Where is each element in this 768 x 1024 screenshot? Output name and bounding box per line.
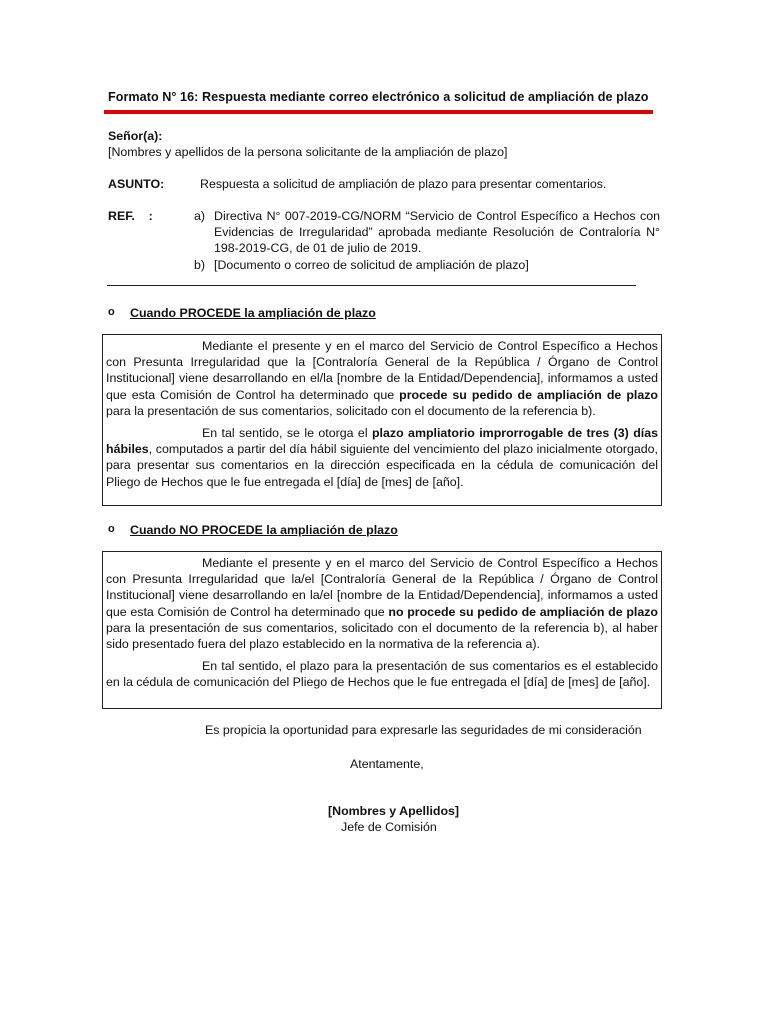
procede-box bbox=[102, 334, 662, 506]
signature-name: [Nombres y Apellidos] bbox=[328, 804, 460, 818]
recipient-placeholder: [Nombres y apellidos de la persona solicitante de la ampliación de plazo] bbox=[108, 145, 508, 159]
procede-emphasis: procede su pedido de ampliación de plazo bbox=[399, 387, 658, 402]
procede-paragraph-2: En tal sentido, se le otorga el plazo ampliatorio improrrogable de tres (3) días hábiles, computados a partir del día hábil siguiente del vencimiento del plazo inicialmente otorgado, para presentar sus comentarios en la dirección especificada en la cédula de comunicación del Pliego de Hechos que le fue entregada el [día] de [mes] de [año]. bbox=[106, 426, 658, 489]
no-procede-box bbox=[102, 551, 662, 709]
asunto-text: Respuesta a solicitud de ampliación de plazo para presentar comentarios. bbox=[200, 177, 607, 191]
procede-term-emphasis: plazo ampliatorio improrrogable de tres (3) días hábiles bbox=[106, 426, 658, 457]
ref-item-b-marker: b) bbox=[194, 258, 206, 272]
no-procede-emphasis: no procede su pedido de ampliación de plazo bbox=[388, 604, 658, 619]
no-procede-heading: Cuando NO PROCEDE la ampliación de plazo bbox=[130, 523, 398, 537]
closing-line: Es propicia la oportunidad para expresarle las seguridades de mi consideración bbox=[205, 723, 642, 737]
bullet-icon: o bbox=[108, 523, 115, 535]
ref-item-b-text: [Documento o correo de solicitud de ampliación de plazo] bbox=[214, 258, 529, 272]
procede-heading: Cuando PROCEDE la ampliación de plazo bbox=[130, 306, 376, 320]
ref-item-a-text: Directiva N° 007-2019-CG/NORM “Servicio de Control Específico a Hechos con Evidencias de Irregularidad” aprobada mediante Resolución de Contraloría N° 198-2019-CG, de 01 de julio de 2019. bbox=[214, 209, 660, 255]
ref-item-a-marker: a) bbox=[194, 209, 206, 223]
asunto-label: ASUNTO: bbox=[108, 177, 165, 191]
section-divider bbox=[107, 285, 636, 286]
title-underline-bar bbox=[104, 110, 653, 114]
bullet-icon: o bbox=[108, 306, 115, 318]
salutation: Señor(a): bbox=[108, 129, 163, 143]
farewell: Atentamente, bbox=[350, 757, 424, 771]
ref-label: REF. : bbox=[108, 209, 153, 223]
no-procede-paragraph-2: En tal sentido, el plazo para la presentación de sus comentarios es el establecido en la cédula de comunicación del Pliego de Hechos que le fue entregada el [día] de [mes] de [año]. bbox=[106, 659, 658, 690]
no-procede-paragraph-1: Mediante el presente y en el marco del Servicio de Control Específico a Hechos con Presunta Irregularidad que la/el [Contraloría General de la República / Órgano de Control Institucional] viene desarrollando en la/el [nombre de la Entidad/Dependencia], informamos a usted que esta Comisión de Control ha determinado que no procede su pedido de ampliación de plazo para la presentación de sus comentarios, solicitado con el documento de la referencia b), al haber sido presentado fuera del plazo establecido en la normativa de la referencia a). bbox=[106, 556, 658, 652]
procede-paragraph-1: Mediante el presente y en el marco del Servicio de Control Específico a Hechos con Presunta Irregularidad que la [Contraloría General de la República / Órgano de Control Institucional] viene desarrollando en el/la [nombre de la Entidad/Dependencia], informamos a usted que esta Comisión de Control ha determinado que procede su pedido de ampliación de plazo para la presentación de sus comentarios, solicitado con el documento de la referencia b). bbox=[106, 339, 658, 418]
document-title: Formato N° 16: Respuesta mediante correo electrónico a solicitud de ampliación de plazo bbox=[108, 90, 649, 104]
signature-role: Jefe de Comisión bbox=[341, 820, 437, 834]
